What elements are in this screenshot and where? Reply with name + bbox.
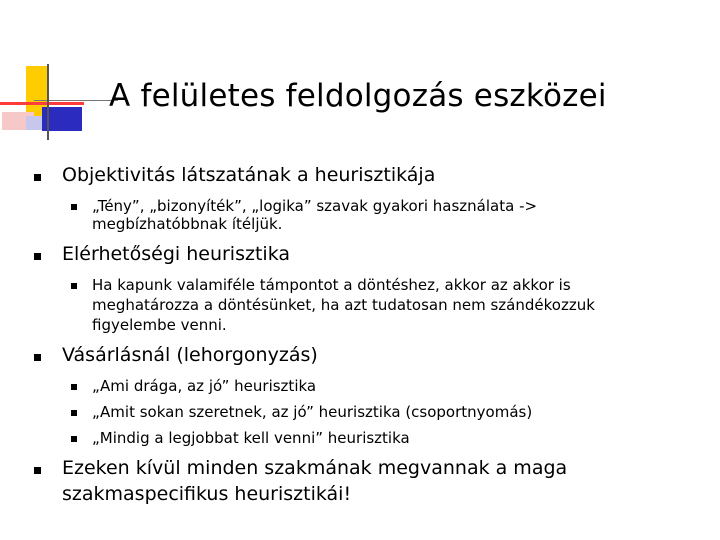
square-bullet-icon	[34, 354, 41, 361]
square-bullet-icon	[71, 283, 77, 289]
subitem-line: meghatározza a döntésünket, ha azt tudatosan nem szándékozzuk	[92, 296, 595, 314]
square-bullet-icon	[71, 384, 77, 390]
subitem-line: megbízhatóbbnak ítéljük.	[92, 215, 283, 233]
item-text-line: szakmaspecifikus heurisztikái!	[62, 483, 352, 505]
subitem-line: „Tény”, „bizonyíték”, „logika” szavak gyakori használata ->	[92, 197, 538, 215]
subitem-line: „Amit sokan szeretnek, az jó” heurisztika (csoportnyomás)	[92, 403, 533, 421]
square-bullet-icon	[34, 174, 41, 181]
slide-title: A felületes feldolgozás eszközei	[109, 78, 607, 114]
subitem-line: „Ami drága, az jó” heurisztika	[92, 377, 317, 395]
item-text-line: Ezeken kívül minden szakmának megvannak a maga	[62, 457, 568, 479]
item-text: Elérhetőségi heurisztika	[62, 243, 290, 265]
subitem-line: „Mindig a legjobbat kell venni” heurisztika	[92, 429, 410, 447]
square-bullet-icon	[34, 467, 41, 474]
item-text: Vásárlásnál (lehorgonyzás)	[62, 344, 318, 366]
subitem-line: figyelembe venni.	[92, 316, 227, 334]
square-bullet-icon	[71, 204, 77, 210]
square-bullet-icon	[71, 436, 77, 442]
subitem-line: Ha kapunk valamiféle támpontot a döntéshez, akkor az akkor is	[92, 276, 571, 294]
square-bullet-icon	[71, 410, 77, 416]
square-bullet-icon	[34, 253, 41, 260]
item-text: Objektivitás látszatának a heurisztikája	[62, 164, 436, 186]
